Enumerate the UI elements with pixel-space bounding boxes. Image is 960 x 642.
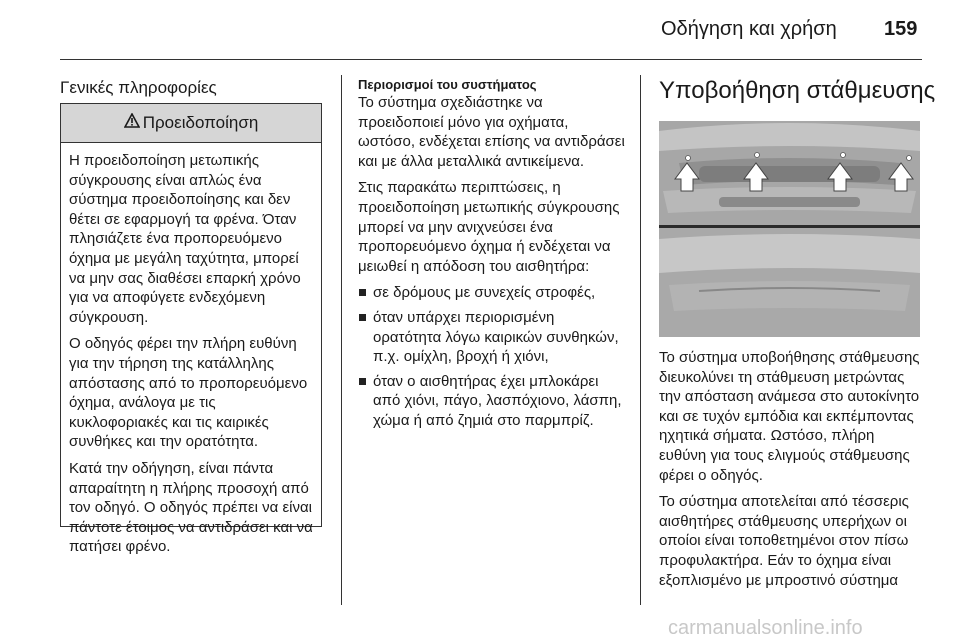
warning-label: Προειδοποίηση bbox=[142, 113, 259, 132]
warning-paragraph: Ο οδηγός φέρει την πλήρη ευθύνη για την τήρηση της κατάλληλης απόστασης από το προπορευόμενο όχημα, ανάλογα με τις κυκλοφοριακές και τις καιρικές συνθήκες και την ορατότητα. bbox=[69, 335, 308, 451]
column-divider-right bbox=[640, 75, 641, 605]
system-limitations-heading: Περιορισμοί του συστήματος bbox=[358, 77, 537, 92]
limitations-paragraph: Το σύστημα σχεδιάστηκε να προειδοποιεί μόνο για οχήματα, ωστόσο, ενδέχεται επίσης να αντιδράσει και με άλλα μεταλλικά αντικείμενα. bbox=[358, 94, 625, 170]
list-item: όταν υπάρχει περιορισμένη ορατότητα λόγω καιρικών συνθηκών, π.χ. ομίχλη, βροχή ή χιόνι, bbox=[358, 308, 626, 367]
running-header-title: Οδήγηση και χρήση bbox=[661, 18, 837, 40]
header-rule bbox=[60, 59, 922, 60]
warning-header bbox=[61, 104, 321, 143]
middle-column bbox=[358, 77, 626, 436]
list-item: όταν ο αισθητήρας έχει μπλοκάρει από χιόνι, πάγο, λασπόχιονο, λάσπη, χώμα ή από ζημιά στο παρμπρίζ. bbox=[358, 372, 626, 431]
right-column-text bbox=[659, 348, 923, 597]
parking-assist-paragraph: Το σύστημα αποτελείται από τέσσερις αισθητήρες στάθμευσης υπερήχων οι οποίοι είναι τοποθετημένοι στον πίσω προφυλακτήρα. Εάν το όχημα είναι εξοπλισμένο με μπροστινό σύστημα bbox=[659, 493, 909, 589]
section-title-general-info: Γενικές πληροφορίες bbox=[60, 78, 217, 97]
warning-body bbox=[61, 143, 321, 557]
section-title-parking-assist: Υποβοήθηση στάθμευσης bbox=[659, 77, 936, 104]
parking-assist-paragraph: Το σύστημα υποβοήθησης στάθμευσης διευκολύνει τη στάθμευση μετρώντας την απόσταση ανάμεσα στο αυτοκίνητο και σε τυχόν εμπόδια και εκπέμποντας ηχητικά σήματα. Ωστόσο, πλήρη ευθύνη για τους ελιγμούς στάθμευσης φέρει ο οδηγός. bbox=[659, 349, 920, 484]
list-item: σε δρόμους με συνεχείς στροφές, bbox=[358, 283, 626, 303]
warning-box bbox=[60, 103, 322, 556]
warning-triangle-icon bbox=[124, 113, 140, 133]
warning-paragraph: Η προειδοποίηση μετωπικής σύγκρουσης είναι απλώς ένα σύστημα προειδοποίησης και δεν θέτει σε εφαρμογή τα φρένα. Όταν πλησιάζετε ένα προπορευόμενο όχημα με μεγάλη ταχύτητα, μπορεί να μην σας διαθέσει επαρκή χρόνο για να αποφύγετε ενδεχόμενη σύγκρουση. bbox=[69, 152, 301, 326]
column-divider-left bbox=[341, 75, 342, 605]
limitations-paragraph: Στις παρακάτω περιπτώσεις, η προειδοποίηση μετωπικής σύγκρουσης μπορεί να μην ανιχνεύσει ένα προπορευόμενο όχημα ή ενδέχεται να μειωθεί η απόδοση του αισθητήρα: bbox=[358, 179, 620, 275]
warning-paragraph: Κατά την οδήγηση, είναι πάντα απαραίτητη η πλήρης προσοχή από τον οδηγό. Ο οδηγός πρέπει να είναι πάντοτε έτοιμος να αντιδράσει και να πατήσει φρένο. bbox=[69, 459, 313, 556]
parking-sensors-illustration bbox=[659, 121, 920, 337]
page-number: 159 bbox=[884, 18, 918, 40]
watermark: carmanualsonline.info bbox=[668, 617, 863, 639]
limitations-list bbox=[358, 283, 626, 430]
